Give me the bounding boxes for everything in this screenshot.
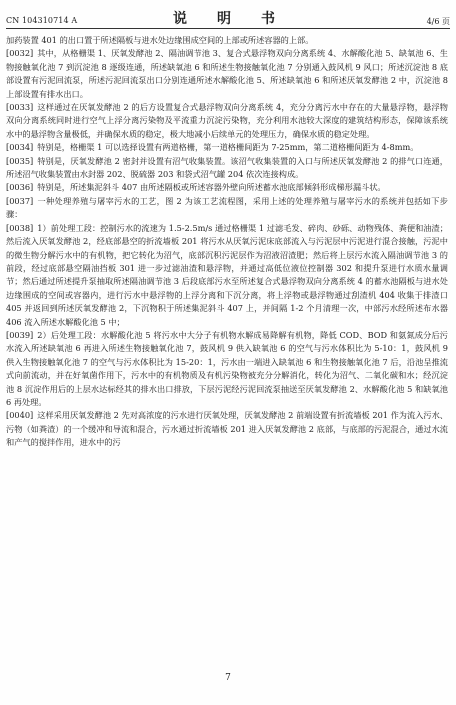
paragraph-text: 这样通过在厌氧发酵池 2 的后方设置复合式悬浮物双向分离系统 4，充分分离污水中存在的大量悬浮物，悬浮物双向分离系统同时进行空气上浮分离污染物及平流重力沉淀污染物，充分利用水池较大深度的建筑结构形态，保障该系统水中的悬浮物含量极低，并确保水质的稳定，极大地减小后续单元的处理压力，确保水质的稳定处理。 xyxy=(6,102,448,139)
paragraph-0034 xyxy=(6,141,448,154)
paragraph-0035 xyxy=(6,155,448,182)
paragraph-0036 xyxy=(6,181,448,194)
paragraph-id: [0039] xyxy=(6,329,34,340)
paragraph-text: 这样采用厌氧发酵池 2 先对高浓度的污水进行厌氧处理，厌氧发酵池 2 前端设置有折流墙板 201 作为流入污水、污物（如粪渣）的一个缓冲和导流和混合，污水通过折流墙板 201 进入厌氧发酵池 2 底部，与底部的污泥混合，通过水流和产气的搅拌作用，进水中的污 xyxy=(6,410,448,448)
document-title: 说 明 书 xyxy=(173,11,283,27)
paragraph-text: 特别是，厌氧发酵池 2 密封并设置有沼气收集装置。该沼气收集装置的入口与所述厌氧发酵池 2 的排气口连通，所述沼气收集装置由水封器 202、脱硫器 203 和袋式沼气罐 204 依次连接构成。 xyxy=(6,155,448,180)
paragraph-text: 2）后处理工段：水解酸化池 5 将污水中大分子有机物水解成易降解有机物，降低 COD、BOD 和氨氮成分后污水流入所述缺氧池 6 再进入所述生物接触氧化池 7，鼓风机 9 供入缺氧池 6 的空气与污水体积比为 5-10：1，鼓风机 9 供入生物接触氧化池 7 的空气与污水体积比为 15-20：1，污水由一端进入缺氧池 6 和生物接触氧化池 7 后，沿池呈推流式向前流动，并在好氧菌作用下，污水中的有机物质及有机污染物被充分分解消化，转化为沼气、二氧化碳和水；经沉淀池 8 沉淀作用后的上层水达标经其的排水出口排放，下层污泥经污泥回流泵抽送至厌氧发酵池 2、水解酸化池 5 和缺氧池 6 再处理。 xyxy=(6,329,448,407)
header-rule xyxy=(6,28,450,29)
paragraph-id: [0036] xyxy=(6,182,34,193)
paragraph-text: 其中，从格栅渠 1、厌氧发酵池 2、隔油调节池 3、复合式悬浮物双向分离系统 4、水解酸化池 5、缺氧池 6、生物接触氧化池 7 到沉淀池 8 逐级连通，所述缺氧池 6 和所述生物接触氧化池 7 分别通入鼓风机 9 风口；所述沉淀池 8 底部设置有污泥回流泵，所述污泥回流泵出口分别连通所述水解酸化池 5、所述缺氧池 6 和所述厌氧发酵池 2 中，沉淀池 8 上部设置有排水出口。 xyxy=(6,48,448,99)
paragraph-text: 特别是，格栅渠 1 可以选择设置有两道格栅，第一道格栅间距为 7-25mm，第二道格栅间距为 4-8mm。 xyxy=(37,142,419,153)
paragraph-0040 xyxy=(6,409,448,449)
paragraph-0033 xyxy=(6,101,448,141)
paragraph-0038 xyxy=(6,222,448,329)
paragraph-text: 一种处理养殖与屠宰污水的工艺，图 2 为该工艺流程图，采用上述的处理养殖与屠宰污水的系统并包括如下步骤： xyxy=(6,195,448,220)
paragraph-id: [0033] xyxy=(6,102,34,113)
paragraph-id: [0037] xyxy=(6,195,34,206)
paragraph-id: [0038] xyxy=(6,222,34,233)
page-info: 4/6 页 xyxy=(426,17,450,26)
paragraph-continuation xyxy=(6,34,448,47)
page-number: 7 xyxy=(225,673,231,683)
paragraph-id: [0034] xyxy=(6,142,34,153)
paragraph-0032 xyxy=(6,47,448,101)
paragraph-id: [0035] xyxy=(6,155,34,166)
paragraph-text: 1）前处理工段：控制污水的流速为 1.5-2.5m/s 通过格栅渠 1 过滤毛发、碎肉、砂砾、动物残体、粪便和油渣；然后流入厌氧发酵池 2，经底部悬空的折流墙板 201 将污水从厌氧污泥床底部流入与污泥层中污泥进行混合接触，污泥中的微生物分解污水中的有机物，把它转化为沼气，底部沉积污泥层作为沼液沼渣肥；然后将上层污水流入隔油调节池 3 的前段，经过底部悬空隔油挡板 301 进一步过滤油渣和悬浮物，并通过高低位液位控制器 302 和提升泵进行水质水量调节；然后通过所述提升泵抽取所述隔油调节池 3 后段底部污水至所述复合式悬浮物双向分离系统 4 的蓄水池隔板与进水处边缘围成的空间或容器内，进行污水中悬浮物的上浮分离和下沉分离，将上浮物或悬浮物通过刮渣机 404 收集于排渣口 405 并返回到所述厌氧发酵池 2，下沉物积于所述集泥斜斗 407 上，并间隔 1-2 个月清理一次，中部污水经所述布水器 406 流入所述水解酸化池 5 中； xyxy=(6,222,448,327)
paragraph-0039 xyxy=(6,329,448,409)
paragraph-0037 xyxy=(6,195,448,222)
paragraph-text: 特别是，所述集泥斜斗 407 由所述隔板或所述容器外壁向所述蓄水池底部倾斜形成梯形漏斗状。 xyxy=(37,182,386,193)
paragraph-id: [0032] xyxy=(6,48,34,59)
patent-number: CN 104310714 A xyxy=(6,16,78,25)
paragraph-id: [0040] xyxy=(6,410,34,421)
document-body xyxy=(6,34,448,450)
paragraph-text: 加药装置 401 的出口置于所述隔板与进水处边缘围成空间的上部或所述容器的上部。 xyxy=(6,35,314,45)
